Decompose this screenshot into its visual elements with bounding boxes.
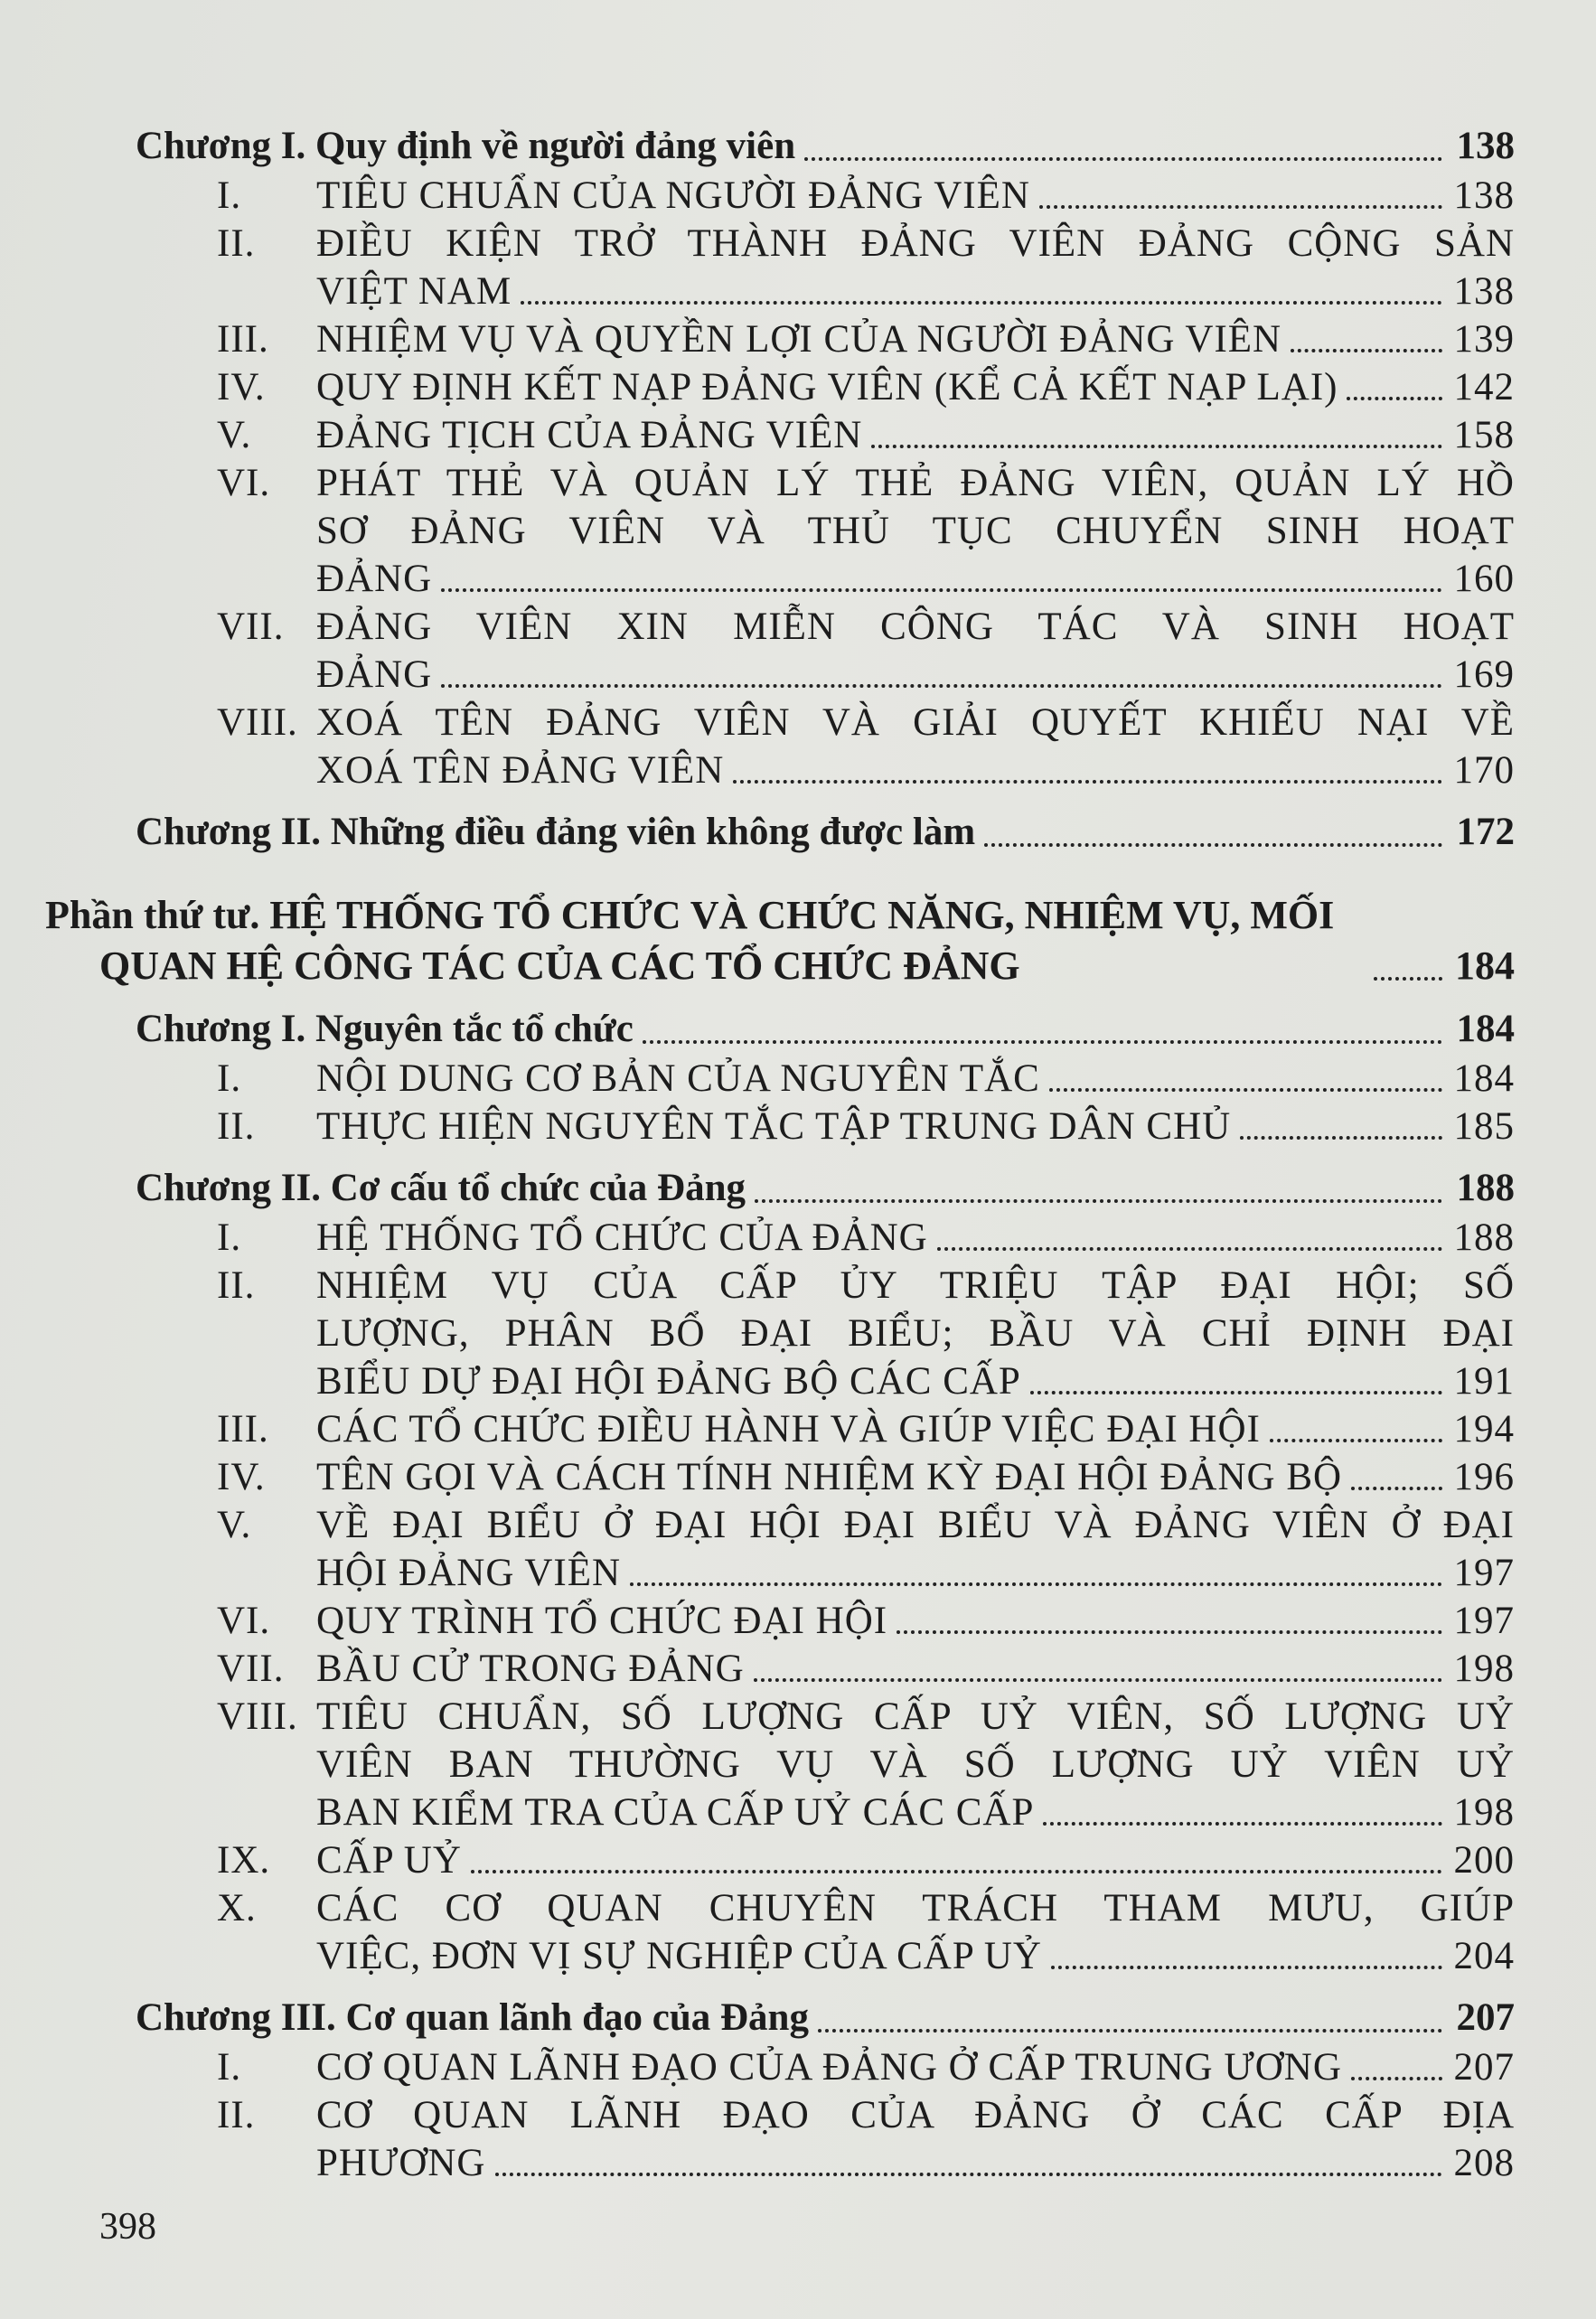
dot-leader: [1351, 1487, 1442, 1490]
entry-page-number: 188: [1456, 1167, 1515, 1209]
section-title-line: PHÁT THẺ VÀ QUẢN LÝ THẺ ĐẢNG VIÊN, QUẢN LÝ HỒ: [316, 462, 1515, 504]
section-title-line: ĐẢNG TỊCH CỦA ĐẢNG VIÊN: [316, 414, 863, 456]
entry-page-number: 196: [1453, 1456, 1515, 1498]
dot-leader: [1049, 1088, 1442, 1092]
part-title-last: [45, 941, 1515, 991]
entry-page-number: 198: [1453, 1791, 1515, 1834]
section-entry: [136, 1262, 1515, 1405]
section-title-line-wrap: [316, 1262, 1515, 1310]
section-title: [316, 459, 1515, 603]
section-number: II.: [217, 222, 256, 265]
section-number: X.: [217, 1887, 257, 1929]
section-title-line-wrap: [316, 1310, 1515, 1357]
section-entry: [136, 2043, 1515, 2091]
section-title-line: CƠ QUAN LÃNH ĐẠO CỦA ĐẢNG Ở CÁC CẤP ĐỊA: [316, 2094, 1515, 2136]
entry-title: [316, 1357, 1451, 1405]
entry-title: [316, 1405, 1451, 1453]
entry-title: [316, 315, 1451, 363]
section-title: [316, 1103, 1515, 1150]
section-title-line: QUY ĐỊNH KẾT NẠP ĐẢNG VIÊN (KỂ CẢ KẾT NẠP LẠI): [316, 366, 1338, 408]
section-entry: [136, 699, 1515, 794]
entry-page-number: 158: [1453, 414, 1515, 456]
entry-title: [316, 172, 1451, 220]
section-number: I.: [217, 174, 242, 217]
entry-title: [136, 1004, 1451, 1055]
dot-leader: [1051, 1966, 1442, 1969]
section-title-line: VỀ ĐẠI BIỂU Ở ĐẠI HỘI ĐẠI BIỂU VÀ ĐẢNG VIÊN Ở ĐẠI: [316, 1504, 1515, 1546]
entry-page-number: 184: [1453, 1057, 1515, 1100]
entry-title: [316, 1597, 1451, 1645]
section-title-line-wrap: [316, 699, 1515, 746]
section-number: I.: [217, 1057, 242, 1100]
section-title-line: TÊN GỌI VÀ CÁCH TÍNH NHIỆM KỲ ĐẠI HỘI ĐẢNG BỘ: [316, 1456, 1343, 1498]
dot-leader: [871, 445, 1442, 448]
section-number: V.: [217, 1504, 252, 1546]
entry-page-number: 142: [1453, 366, 1515, 408]
section-entry: [136, 1884, 1515, 1980]
chapter-entry: [136, 1163, 1515, 1214]
part-title-line-wrap: [45, 890, 1515, 941]
section-number: IV.: [217, 366, 266, 408]
entry-page-number: 198: [1453, 1648, 1515, 1690]
section-title-line: QUY TRÌNH TỔ CHỨC ĐẠI HỘI: [316, 1600, 888, 1642]
section-title-line: ĐẢNG: [316, 558, 433, 600]
part-title-line: QUAN HỆ CÔNG TÁC CỦA CÁC TỔ CHỨC ĐẢNG: [99, 944, 1020, 988]
chapter-title: Chương II. Cơ cấu tổ chức của Đảng: [136, 1167, 746, 1209]
entry-page-number: 194: [1453, 1408, 1515, 1451]
dot-leader: [1039, 205, 1442, 209]
section-title-line: ĐẢNG VIÊN XIN MIỄN CÔNG TÁC VÀ SINH HOẠT: [316, 606, 1515, 648]
dot-leader: [495, 2173, 1443, 2176]
chapter-title: Chương II. Những điều đảng viên không được làm: [136, 811, 976, 853]
dot-leader: [643, 1040, 1442, 1044]
toc-section-2: [136, 1004, 1515, 2187]
section-entry: [136, 1693, 1515, 1836]
section-title: [316, 172, 1515, 220]
entry-title: [316, 1932, 1451, 1980]
section-title-line-wrap: [316, 603, 1515, 651]
entry-page-number: 138: [1453, 174, 1515, 217]
entry-title: [316, 2139, 1451, 2187]
chapter-entry: [136, 1004, 1515, 1055]
section-title-line: CÁC CƠ QUAN CHUYÊN TRÁCH THAM MƯU, GIÚP: [316, 1887, 1515, 1929]
section-number: I.: [217, 1216, 242, 1259]
dot-leader: [1270, 1439, 1442, 1442]
toc-section-1: [136, 121, 1515, 858]
section-title-line: NHIỆM VỤ CỦA CẤP ỦY TRIỆU TẬP ĐẠI HỘI; SỐ: [316, 1264, 1515, 1307]
entry-page-number: 185: [1453, 1105, 1515, 1148]
entry-title: [316, 411, 1451, 459]
entry-page-number: 184: [1455, 944, 1515, 988]
section-title-line: SƠ ĐẢNG VIÊN VÀ THỦ TỤC CHUYỂN SINH HOẠT: [316, 510, 1515, 552]
entry-title: [316, 651, 1451, 699]
section-title-line: VIỆC, ĐƠN VỊ SỰ NGHIỆP CỦA CẤP UỶ: [316, 1935, 1042, 1977]
section-number: VI.: [217, 1600, 271, 1642]
section-title-line: HỘI ĐẢNG VIÊN: [316, 1552, 622, 1594]
section-title-line-wrap: [316, 1693, 1515, 1741]
dot-leader: [733, 780, 1442, 784]
section-title: [316, 1453, 1515, 1501]
section-title: [316, 1645, 1515, 1693]
entry-page-number: 172: [1456, 811, 1515, 853]
dot-leader: [1347, 397, 1442, 400]
section-entry: [136, 315, 1515, 363]
section-title-line: CẤP UỶ: [316, 1839, 462, 1882]
dot-leader: [630, 1582, 1442, 1586]
section-number: I.: [217, 2046, 242, 2089]
section-title-line: TIÊU CHUẨN, SỐ LƯỢNG CẤP UỶ VIÊN, SỐ LƯỢNG UỶ: [316, 1695, 1515, 1738]
section-entry: [136, 363, 1515, 411]
section-title: [316, 2043, 1515, 2091]
section-number: IV.: [217, 1456, 266, 1498]
chapter-entry: [136, 1993, 1515, 2043]
entry-title: [316, 268, 1451, 315]
section-title-line: HỆ THỐNG TỔ CHỨC CỦA ĐẢNG: [316, 1216, 928, 1259]
dot-leader: [1374, 977, 1442, 981]
entry-title: [316, 1789, 1451, 1836]
section-title-line: THỰC HIỆN NGUYÊN TẮC TẬP TRUNG DÂN CHỦ: [316, 1105, 1232, 1148]
entry-title: [99, 941, 1451, 991]
section-title-line: XOÁ TÊN ĐẢNG VIÊN: [316, 749, 725, 792]
chapter-entry: [136, 121, 1515, 172]
section-entry: [136, 603, 1515, 699]
section-title-line: ĐIỀU KIỆN TRỞ THÀNH ĐẢNG VIÊN ĐẢNG CỘNG SẢN: [316, 222, 1515, 265]
dot-leader: [1351, 2077, 1442, 2080]
entry-page-number: 138: [1453, 270, 1515, 313]
section-entry: [136, 2091, 1515, 2187]
section-entry: [136, 172, 1515, 220]
entry-page-number: 207: [1456, 1996, 1515, 2039]
entry-page-number: 160: [1453, 558, 1515, 600]
entry-page-number: 169: [1453, 653, 1515, 696]
section-title-line: CÁC TỔ CHỨC ĐIỀU HÀNH VÀ GIÚP VIỆC ĐẠI HỘI: [316, 1408, 1261, 1451]
section-number: VIII.: [217, 701, 298, 744]
entry-page-number: 170: [1453, 749, 1515, 792]
entry-title: [136, 1993, 1451, 2043]
entry-page-number: 207: [1453, 2046, 1515, 2089]
section-title: [316, 1214, 1515, 1262]
section-number: III.: [217, 318, 269, 361]
section-title-line-wrap: [316, 220, 1515, 268]
section-title-line: VIÊN BAN THƯỜNG VỤ VÀ SỐ LƯỢNG UỶ VIÊN UỶ: [316, 1743, 1515, 1786]
entry-page-number: 138: [1456, 125, 1515, 167]
dot-leader: [984, 843, 1442, 847]
entry-title: [316, 2043, 1451, 2091]
section-number: VII.: [217, 1648, 285, 1690]
section-title: [316, 1597, 1515, 1645]
entry-page-number: 139: [1453, 318, 1515, 361]
entry-title: [316, 1549, 1451, 1597]
section-title: [316, 363, 1515, 411]
section-title-line: NHIỆM VỤ VÀ QUYỀN LỢI CỦA NGƯỜI ĐẢNG VIÊN: [316, 318, 1282, 361]
section-title: [316, 411, 1515, 459]
section-number: V.: [217, 414, 252, 456]
entry-page-number: 188: [1453, 1216, 1515, 1259]
entry-title: [316, 555, 1451, 603]
section-entry: [136, 1405, 1515, 1453]
entry-page-number: 191: [1453, 1360, 1515, 1403]
dot-leader: [441, 684, 1442, 688]
section-entry: [136, 411, 1515, 459]
section-entry: [136, 1103, 1515, 1150]
section-title-line-wrap: [316, 1501, 1515, 1549]
section-number: II.: [217, 1105, 256, 1148]
section-number: VI.: [217, 462, 271, 504]
chapter-title: Chương I. Quy định về người đảng viên: [136, 125, 796, 167]
section-number: VIII.: [217, 1695, 298, 1738]
section-entry: [136, 1214, 1515, 1262]
section-number: VII.: [217, 606, 285, 648]
dot-leader: [937, 1247, 1442, 1251]
page-number: 398: [99, 2206, 156, 2248]
section-title: [316, 1693, 1515, 1836]
section-title: [316, 1836, 1515, 1884]
section-entry: [136, 1453, 1515, 1501]
dot-leader: [754, 1678, 1442, 1682]
entry-page-number: 197: [1453, 1552, 1515, 1594]
section-entry: [136, 1597, 1515, 1645]
section-title-line-wrap: [316, 459, 1515, 507]
section-title-line: BẦU CỬ TRONG ĐẢNG: [316, 1648, 745, 1690]
dot-leader: [471, 1870, 1442, 1873]
section-title: [316, 2091, 1515, 2187]
dot-leader: [1043, 1822, 1442, 1826]
section-number: II.: [217, 1264, 256, 1307]
section-entry: [136, 1836, 1515, 1884]
entry-title: [316, 746, 1451, 794]
dot-leader: [1240, 1136, 1442, 1140]
section-title: [316, 1055, 1515, 1103]
section-title: [316, 315, 1515, 363]
section-entry: [136, 1501, 1515, 1597]
section-entry: [136, 459, 1515, 603]
section-title-line: VIỆT NAM: [316, 270, 512, 313]
section-number: II.: [217, 2094, 256, 2136]
section-title-line-wrap: [316, 1741, 1515, 1789]
section-title: [316, 1405, 1515, 1453]
section-title-line: BIỂU DỰ ĐẠI HỘI ĐẢNG BỘ CÁC CẤP: [316, 1360, 1021, 1403]
entry-title: [316, 1103, 1451, 1150]
section-title: [316, 603, 1515, 699]
section-title-line-wrap: [316, 2091, 1515, 2139]
dot-leader: [1030, 1391, 1442, 1394]
section-number: IX.: [217, 1839, 271, 1882]
entry-title: [136, 121, 1451, 172]
section-title: [316, 1262, 1515, 1405]
chapter-title: Chương III. Cơ quan lãnh đạo của Đảng: [136, 1996, 809, 2039]
section-title-line: PHƯƠNG: [316, 2142, 486, 2184]
section-title: [316, 1501, 1515, 1597]
section-entry: [136, 220, 1515, 315]
dot-leader: [521, 301, 1442, 305]
entry-title: [316, 1453, 1451, 1501]
dot-leader: [804, 157, 1442, 161]
section-title: [316, 1884, 1515, 1980]
entry-page-number: 197: [1453, 1600, 1515, 1642]
section-title-line: CƠ QUAN LÃNH ĐẠO CỦA ĐẢNG Ở CẤP TRUNG ƯƠNG: [316, 2046, 1342, 2089]
entry-page-number: 200: [1453, 1839, 1515, 1882]
section-title-line: TIÊU CHUẨN CỦA NGƯỜI ĐẢNG VIÊN: [316, 174, 1030, 217]
section-title-line: ĐẢNG: [316, 653, 433, 696]
dot-leader: [897, 1630, 1442, 1634]
chapter-entry: [136, 807, 1515, 858]
entry-page-number: 208: [1453, 2142, 1515, 2184]
section-title-line-wrap: [316, 507, 1515, 555]
entry-page-number: 184: [1456, 1008, 1515, 1050]
dot-leader: [1291, 349, 1442, 352]
dot-leader: [755, 1199, 1442, 1203]
section-title: [316, 699, 1515, 794]
section-title-line: XOÁ TÊN ĐẢNG VIÊN VÀ GIẢI QUYẾT KHIẾU NẠI VỀ: [316, 701, 1515, 744]
part-title-line: Phần thứ tư. HỆ THỐNG TỔ CHỨC VÀ CHỨC NĂNG, NHIỆM VỤ, MỐI: [45, 893, 1335, 937]
entry-page-number: 204: [1453, 1935, 1515, 1977]
section-number: III.: [217, 1408, 269, 1451]
section-entry: [136, 1055, 1515, 1103]
section-title-line: NỘI DUNG CƠ BẢN CỦA NGUYÊN TẮC: [316, 1057, 1040, 1100]
section-entry: [136, 1645, 1515, 1693]
section-title-line: LƯỢNG, PHÂN BỔ ĐẠI BIỂU; BẦU VÀ CHỈ ĐỊNH ĐẠI: [316, 1312, 1515, 1355]
entry-title: [316, 1055, 1451, 1103]
chapter-title: Chương I. Nguyên tắc tổ chức: [136, 1008, 634, 1050]
entry-title: [316, 1645, 1451, 1693]
entry-title: [136, 807, 1451, 858]
section-title-line: BAN KIỂM TRA CỦA CẤP UỶ CÁC CẤP: [316, 1791, 1035, 1834]
entry-title: [316, 1836, 1451, 1884]
section-title: [316, 220, 1515, 315]
entry-title: [316, 1214, 1451, 1262]
entry-title: [136, 1163, 1451, 1214]
part-heading: [45, 890, 1515, 991]
dot-leader: [441, 588, 1442, 592]
section-title-line-wrap: [316, 1884, 1515, 1932]
entry-title: [316, 363, 1451, 411]
dot-leader: [818, 2029, 1442, 2033]
